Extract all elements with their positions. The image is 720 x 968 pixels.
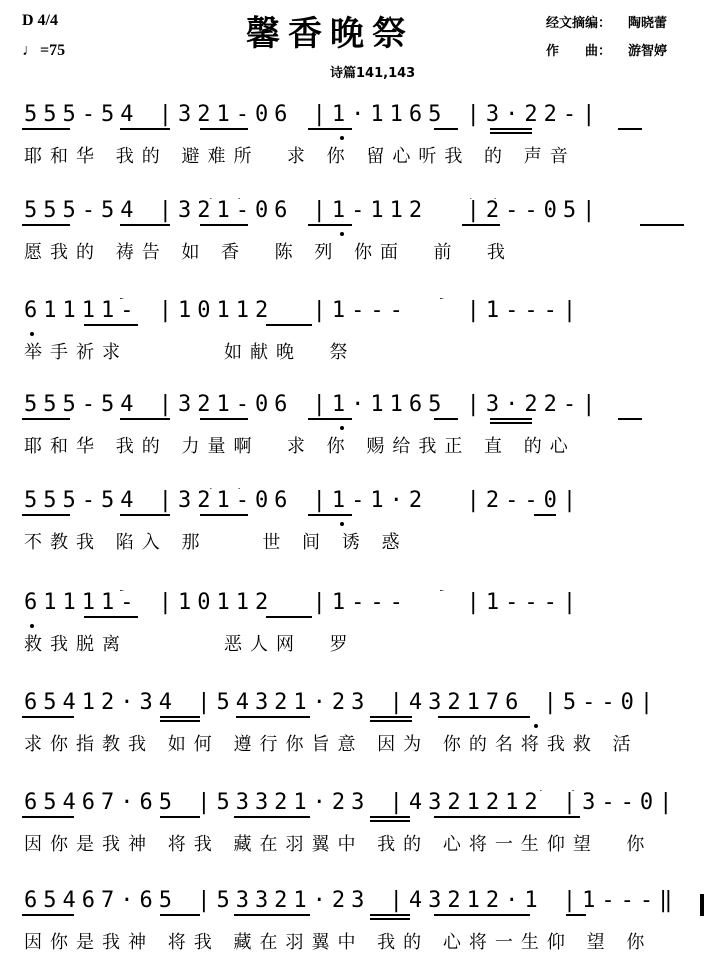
lyric-line: 举手祈求 如献晚 祭 [24,342,356,363]
notation-line: 65467·65 |53321·23 |4321212 |3--0| [24,790,679,815]
lyric-line: 求你指教我 如何 遵行你旨意 因为 你的名将我救 活 [24,734,639,755]
lyrics-credit-name: 陶晓蕾 [628,16,668,31]
score-row [0,102,720,167]
notation-line: 555-54 |321-06 |1-112 |2--05| [24,198,602,223]
quarter-note-icon: ♩ [22,42,38,59]
lyrics-credit [546,12,667,31]
scripture-reference: 诗篇141,143 [330,66,416,81]
music-credit [546,40,667,59]
tempo-value: =75 [40,42,66,59]
notation-line: 65412·34 |54321·23 |432176 |5--0| [24,690,660,715]
notation-line: 65467·65 |53321·23 |43212·1 |1---‖ [24,888,679,913]
notation-line: 555-54 |321-06 |1·1165 |3·22-| [24,392,602,417]
score-row [0,488,720,553]
song-title: 馨香晚祭 [246,14,414,54]
lyric-line: 愿我的 祷告 如 香 陈 列 你面 前 我 [24,242,513,263]
lyric-line: 不教我 陷入 那 世 间 诱 惑 [24,532,408,553]
music-credit-label: 作 曲： [546,44,612,59]
lyric-line: 救我脱离 恶人网 罗 [24,634,356,655]
notation-line: 555-54 |321-06 |1·1165 |3·22-| [24,102,602,127]
notation-line: 61111- |10112 |1--- |1---| [24,590,583,615]
score-row [0,690,720,755]
lyric-line: 耶和华 我的 力量啊 求 你 赐给我正 直 的心 [24,436,576,457]
key-signature: D 4/4 [22,12,58,29]
lyric-line: 因你是我神 将我 藏在羽翼中 我的 心将一生仰 望 你 [24,932,653,953]
score-row [0,590,720,655]
score-row [0,392,720,457]
music-credit-name: 游智婷 [628,44,668,59]
notation-line: 555-54 |321-06 |1-1·2 |2--0| [24,488,583,513]
lyrics-credit-label: 经文摘编： [546,16,612,31]
lyric-line: 耶和华 我的 避难所 求 你 留心听我 的 声音 [24,146,576,167]
score-row [0,298,720,363]
score-row [0,888,720,953]
tempo-marking [22,42,65,60]
notation-line: 61111- |10112 |1--- |1---| [24,298,583,323]
score-row [0,198,720,263]
score-row [0,790,720,855]
lyric-line: 因你是我神 将我 藏在羽翼中 我的 心将一生仰望 你 [24,834,653,855]
